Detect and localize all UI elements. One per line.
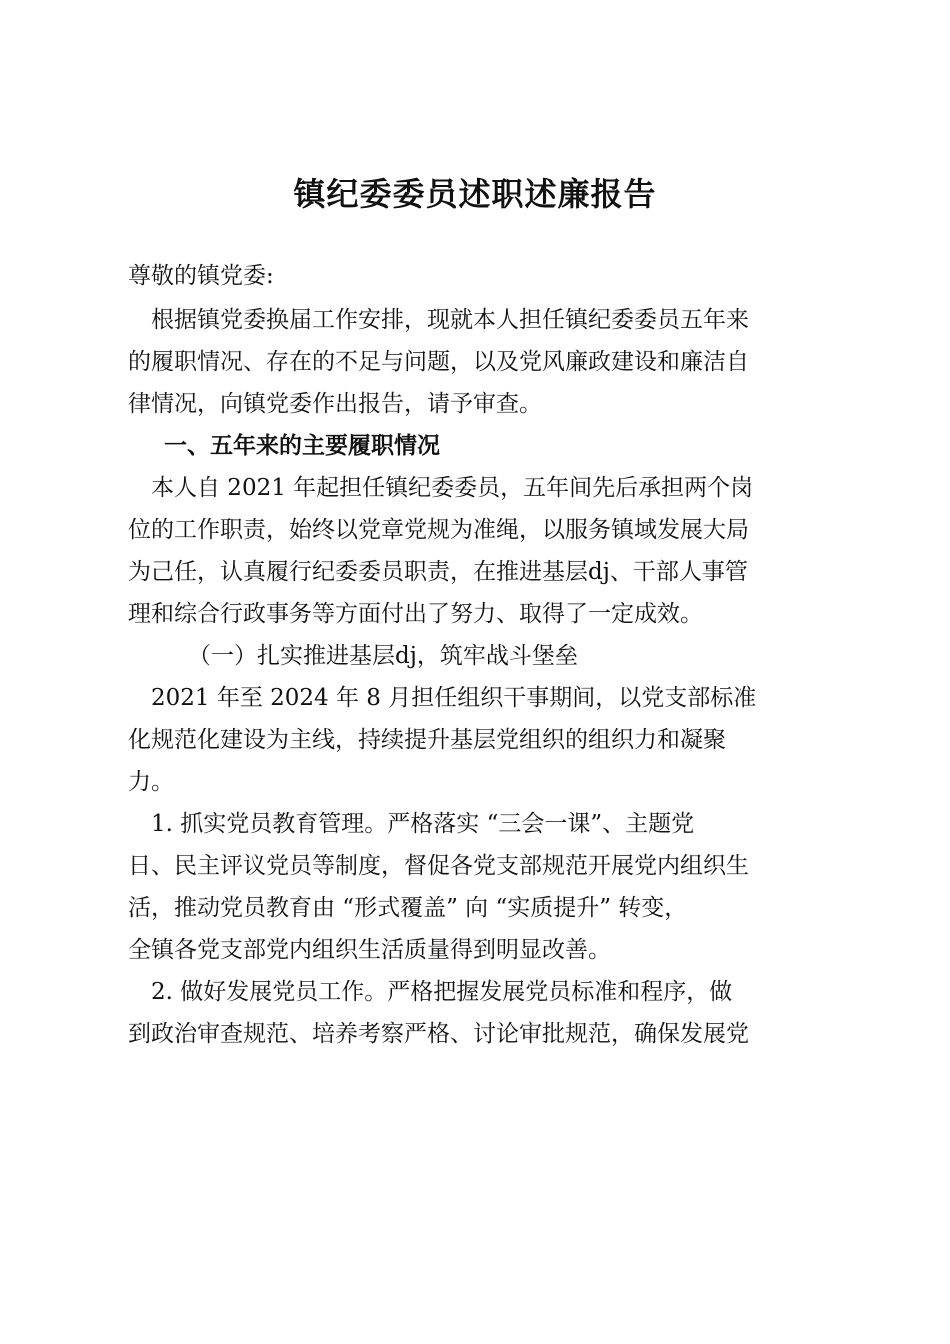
section1-paragraph — [128, 467, 828, 635]
paragraph-line: 化规范化建设为主线，持续提升基层党组织的组织力和凝聚 — [128, 727, 726, 753]
paragraph-line: 理和综合行政事务等方面付出了努力、取得了一定成效。 — [128, 601, 703, 627]
paragraph-line: 律情况，向镇党委作出报告，请予审查。 — [128, 391, 542, 417]
paragraph-line: 的履职情况、存在的不足与问题，以及党风廉政建设和廉洁自 — [128, 349, 749, 375]
paragraph-line: 根据镇党委换届工作安排，现就本人担任镇纪委委员五年来 — [128, 307, 749, 333]
paragraph-line: 全镇各党支部党内组织生活质量得到明显改善。 — [128, 937, 611, 963]
salutation-text: 尊敬的镇党委: — [128, 263, 274, 289]
section-heading-1 — [128, 425, 828, 467]
paragraph-line: 本人自 2021 年起担任镇纪委委员，五年间先后承担两个岗 — [128, 475, 754, 501]
salutation — [128, 255, 828, 297]
subsection1-paragraph — [128, 677, 828, 803]
paragraph-line: 2021 年至 2024 年 8 月担任组织干事期间，以党支部标准 — [128, 685, 757, 711]
paragraph-line: 2. 做好发展党员工作。严格把握发展党员标准和程序，做 — [128, 979, 733, 1005]
paragraph-line: 为己任，认真履行纪委委员职责，在推进基层dj、干部人事管 — [128, 559, 748, 585]
item2-paragraph — [128, 971, 828, 1055]
heading-text: （一）扎实推进基层dj，筑牢战斗堡垒 — [188, 643, 578, 669]
paragraph-line: 到政治审查规范、培养考察严格、讨论审批规范，确保发展党 — [128, 1021, 749, 1047]
intro-paragraph — [128, 299, 828, 425]
item1-paragraph — [128, 803, 828, 971]
paragraph-line: 1. 抓实党员教育管理。严格落实 “三会一课”、主题党 — [128, 811, 695, 837]
paragraph-line: 位的工作职责，始终以党章党规为准绳，以服务镇域发展大局 — [128, 517, 749, 543]
document-title: 镇纪委委员述职述廉报告 — [293, 175, 657, 213]
heading-text: 一、五年来的主要履职情况 — [164, 432, 440, 459]
paragraph-line: 日、民主评议党员等制度，督促各党支部规范开展党内组织生 — [128, 853, 749, 879]
paragraph-line: 力。 — [128, 769, 174, 795]
subsection-heading-1 — [128, 635, 828, 677]
document-body — [128, 255, 828, 1055]
paragraph-line: 活，推动党员教育由 “形式覆盖” 向 “实质提升” 转变， — [128, 895, 688, 921]
